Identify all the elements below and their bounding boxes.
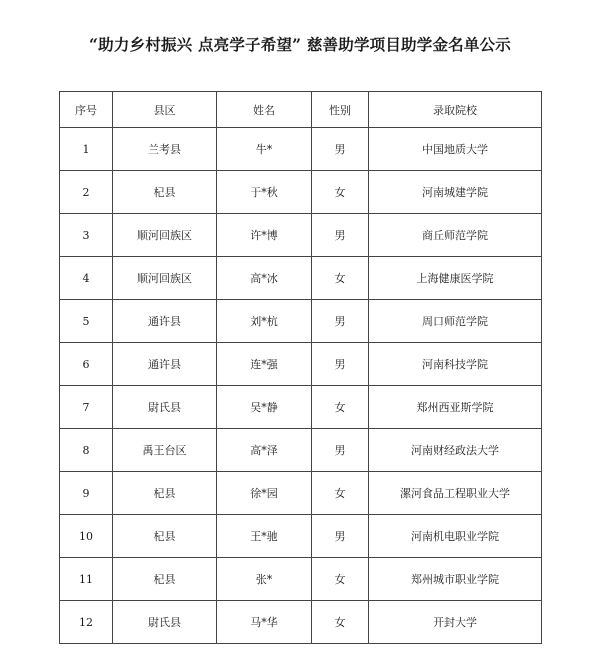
serial-number-cell: 2 bbox=[60, 171, 113, 214]
school-cell: 河南科技学院 bbox=[369, 343, 542, 386]
serial-number-cell: 10 bbox=[60, 515, 113, 558]
serial-number-cell: 6 bbox=[60, 343, 113, 386]
table-row bbox=[60, 128, 542, 171]
gender-cell: 男 bbox=[312, 343, 369, 386]
serial-number-cell: 4 bbox=[60, 257, 113, 300]
name-cell: 高*泽 bbox=[217, 429, 312, 472]
county-cell: 通许县 bbox=[113, 343, 217, 386]
name-cell: 王*驰 bbox=[217, 515, 312, 558]
header-county: 县区 bbox=[113, 92, 217, 128]
county-cell: 禹王台区 bbox=[113, 429, 217, 472]
serial-number-cell: 12 bbox=[60, 601, 113, 644]
gender-cell: 男 bbox=[312, 214, 369, 257]
gender-cell: 女 bbox=[312, 472, 369, 515]
school-cell: 开封大学 bbox=[369, 601, 542, 644]
school-cell: 漯河食品工程职业大学 bbox=[369, 472, 542, 515]
header-admitted-school: 录取院校 bbox=[369, 92, 542, 128]
name-cell: 张* bbox=[217, 558, 312, 601]
table-row bbox=[60, 515, 542, 558]
serial-number-cell: 9 bbox=[60, 472, 113, 515]
serial-number-cell: 3 bbox=[60, 214, 113, 257]
name-cell: 吴*静 bbox=[217, 386, 312, 429]
table-header-row bbox=[60, 92, 542, 128]
county-cell: 兰考县 bbox=[113, 128, 217, 171]
school-cell: 郑州西亚斯学院 bbox=[369, 386, 542, 429]
gender-cell: 男 bbox=[312, 515, 369, 558]
county-cell: 杞县 bbox=[113, 171, 217, 214]
table-row bbox=[60, 386, 542, 429]
name-cell: 刘*杭 bbox=[217, 300, 312, 343]
school-cell: 河南机电职业学院 bbox=[369, 515, 542, 558]
county-cell: 杞县 bbox=[113, 558, 217, 601]
scholarship-recipient-table bbox=[59, 91, 542, 644]
gender-cell: 女 bbox=[312, 257, 369, 300]
gender-cell: 男 bbox=[312, 429, 369, 472]
table-row bbox=[60, 601, 542, 644]
county-cell: 顺河回族区 bbox=[113, 257, 217, 300]
table-row bbox=[60, 472, 542, 515]
school-cell: 郑州城市职业学院 bbox=[369, 558, 542, 601]
table-row bbox=[60, 429, 542, 472]
school-cell: 河南财经政法大学 bbox=[369, 429, 542, 472]
header-name: 姓名 bbox=[217, 92, 312, 128]
header-gender: 性别 bbox=[312, 92, 369, 128]
table-row bbox=[60, 558, 542, 601]
serial-number-cell: 1 bbox=[60, 128, 113, 171]
name-cell: 高*冰 bbox=[217, 257, 312, 300]
name-cell: 徐*园 bbox=[217, 472, 312, 515]
table-row bbox=[60, 343, 542, 386]
serial-number-cell: 7 bbox=[60, 386, 113, 429]
table-row bbox=[60, 300, 542, 343]
county-cell: 杞县 bbox=[113, 472, 217, 515]
gender-cell: 女 bbox=[312, 601, 369, 644]
name-cell: 于*秋 bbox=[217, 171, 312, 214]
header-serial-number: 序号 bbox=[60, 92, 113, 128]
gender-cell: 男 bbox=[312, 300, 369, 343]
gender-cell: 女 bbox=[312, 558, 369, 601]
table-row bbox=[60, 214, 542, 257]
county-cell: 尉氏县 bbox=[113, 386, 217, 429]
school-cell: 河南城建学院 bbox=[369, 171, 542, 214]
county-cell: 顺河回族区 bbox=[113, 214, 217, 257]
county-cell: 杞县 bbox=[113, 515, 217, 558]
county-cell: 通许县 bbox=[113, 300, 217, 343]
page-title: “助力乡村振兴 点亮学子希望” 慈善助学项目助学金名单公示 bbox=[89, 35, 511, 54]
school-cell: 上海健康医学院 bbox=[369, 257, 542, 300]
school-cell: 中国地质大学 bbox=[369, 128, 542, 171]
serial-number-cell: 8 bbox=[60, 429, 113, 472]
name-cell: 连*强 bbox=[217, 343, 312, 386]
county-cell: 尉氏县 bbox=[113, 601, 217, 644]
name-cell: 马*华 bbox=[217, 601, 312, 644]
gender-cell: 男 bbox=[312, 128, 369, 171]
table-row bbox=[60, 257, 542, 300]
serial-number-cell: 11 bbox=[60, 558, 113, 601]
gender-cell: 女 bbox=[312, 171, 369, 214]
name-cell: 许*博 bbox=[217, 214, 312, 257]
table-row bbox=[60, 171, 542, 214]
gender-cell: 女 bbox=[312, 386, 369, 429]
school-cell: 商丘师范学院 bbox=[369, 214, 542, 257]
serial-number-cell: 5 bbox=[60, 300, 113, 343]
school-cell: 周口师范学院 bbox=[369, 300, 542, 343]
name-cell: 牛* bbox=[217, 128, 312, 171]
